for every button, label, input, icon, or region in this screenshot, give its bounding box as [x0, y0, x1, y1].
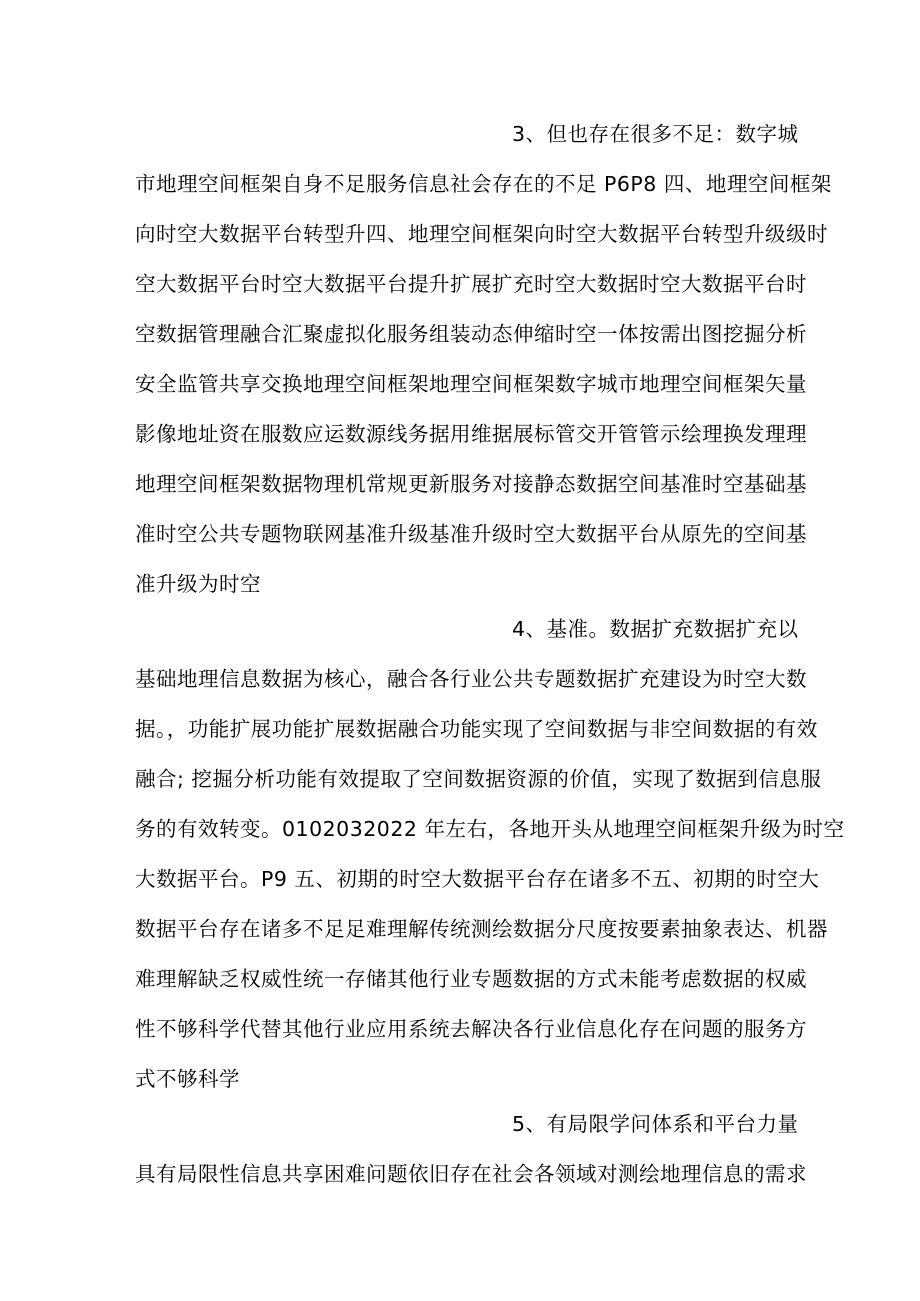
paragraph-1-line: 市地理空间框架自身不足服务信息社会存在的不足 P6P8 四、地理空间框架: [135, 172, 832, 196]
paragraph-1-line: 向时空大数据平台转型升四、地理空间框架向时空大数据平台转型升级级时: [135, 222, 828, 246]
paragraph-1-line: 影像地址资在服数应运数源线务据用维据展标管交开管管示绘理换发理理: [135, 422, 807, 446]
paragraph-3-line: 具有局限性信息共享困难问题依旧存在社会各领域对测绘地理信息的需求: [135, 1162, 807, 1186]
paragraph-2-line: 基础地理信息数据为核心，融合各行业公共专题数据扩充建设为时空大数: [135, 667, 807, 691]
paragraph-1-line: 安全监管共享交换地理空间框架地理空间框架数字城市地理空间框架矢量: [135, 372, 807, 396]
paragraph-2-line: 务的有效转变。0102032022 年左右，各地开头从地理空间框架升级为时空: [135, 817, 845, 841]
paragraph-2-line: 融合; 挖掘分析功能有效提取了空间数据资源的价值，实现了数据到信息服: [135, 767, 822, 791]
paragraph-2-line: 难理解缺乏权威性统一存储其他行业专题数据的方式未能考虑数据的权威: [135, 967, 807, 991]
paragraph-1-heading: 3、但也存在很多不足：数字城: [512, 122, 799, 146]
paragraph-2-line: 数据平台存在诸多不足足难理解传统测绘数据分尺度按要素抽象表达、机器: [135, 917, 828, 941]
paragraph-1-line: 准时空公共专题物联网基准升级基准升级时空大数据平台从原先的空间基: [135, 522, 807, 546]
paragraph-3-heading: 5、有局限学问体系和平台力量: [512, 1112, 799, 1136]
paragraph-2-line: 性不够科学代替其他行业应用系统去解决各行业信息化存在问题的服务方: [135, 1017, 807, 1041]
paragraph-1-line: 准升级为时空: [135, 572, 261, 596]
paragraph-2-line: 据。，功能扩展功能扩展数据融合功能实现了空间数据与非空间数据的有效: [135, 717, 818, 741]
paragraph-1-line: 空大数据平台时空大数据平台提升扩展扩充时空大数据时空大数据平台时: [135, 272, 807, 296]
paragraph-1-line: 空数据管理融合汇聚虚拟化服务组装动态伸缩时空一体按需出图挖掘分析: [135, 322, 807, 346]
paragraph-2-heading: 4、基准。数据扩充数据扩充以: [512, 617, 799, 641]
paragraph-2-line: 大数据平台。P9 五、初期的时空大数据平台存在诸多不五、初期的时空大: [135, 867, 820, 891]
paragraph-1-line: 地理空间框架数据物理机常规更新服务对接静态数据空间基准时空基础基: [135, 472, 807, 496]
paragraph-2-line: 式不够科学: [135, 1067, 240, 1091]
